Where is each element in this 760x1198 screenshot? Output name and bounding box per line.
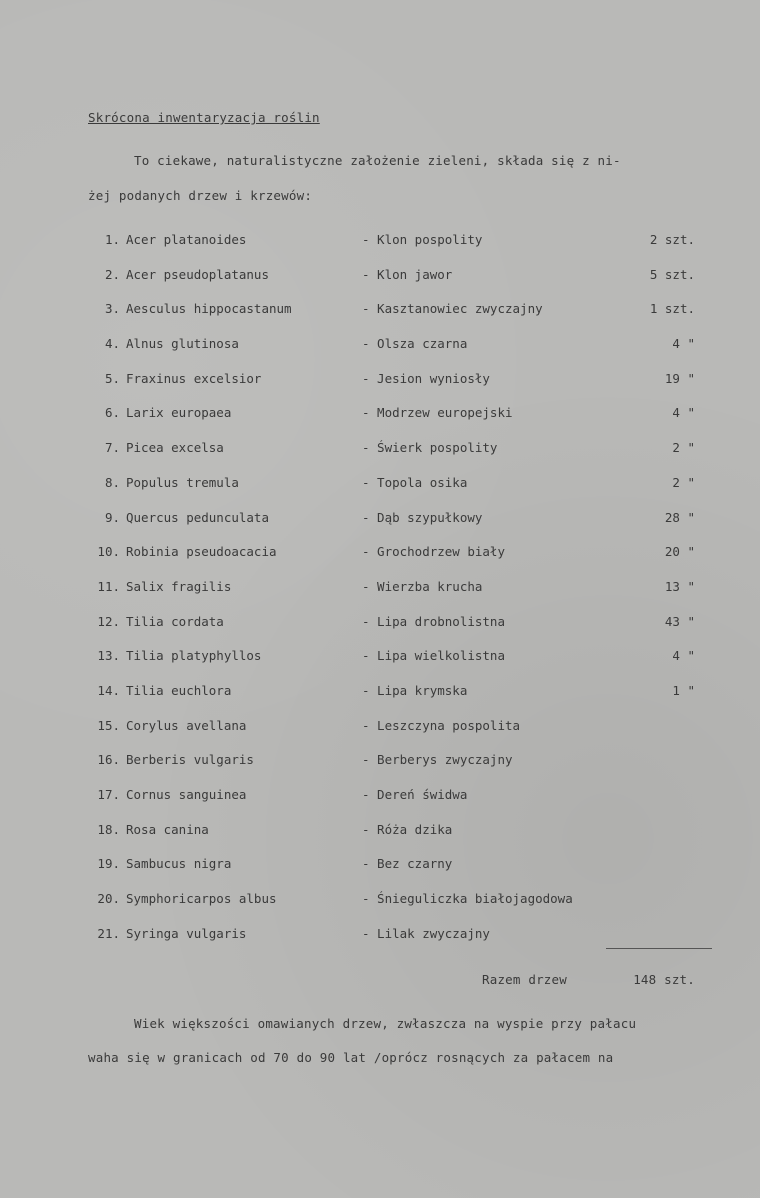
polish-name: - Kasztanowiec zwyczajny xyxy=(362,301,543,317)
intro-line-1: To ciekawe, naturalistyczne założenie zieleni, składa się z ni- xyxy=(134,153,621,168)
plant-number: 3. xyxy=(104,301,120,317)
quantity: 2 szt. xyxy=(649,232,695,247)
latin-name: Tilia cordata xyxy=(126,613,224,629)
polish-name: - Róża dzika xyxy=(362,821,453,837)
quantity: 4 " xyxy=(672,648,695,664)
polish-name: - Klon jawor xyxy=(362,266,453,282)
latin-name: Larix europaea xyxy=(126,405,232,421)
list-item xyxy=(0,648,760,683)
polish-name: - Lipa drobnolistna xyxy=(362,613,505,629)
plant-number: 17. xyxy=(97,787,120,802)
plant-number: 12. xyxy=(97,613,120,629)
polish-name: - Grochodrzew biały xyxy=(362,544,505,560)
list-item xyxy=(0,544,760,579)
closing-line-2: waha się w granicach od 70 do 90 lat /oprócz rosnących za pałacem na xyxy=(88,1050,614,1065)
intro-line-2: żej podanych drzew i krzewów: xyxy=(88,188,313,203)
latin-name: Tilia euchlora xyxy=(126,682,232,698)
list-item xyxy=(0,822,760,857)
list-item xyxy=(0,579,760,614)
polish-name: - Topola osika xyxy=(362,474,468,490)
plant-list xyxy=(0,232,760,960)
quantity: 19 " xyxy=(664,370,695,386)
list-item xyxy=(0,336,760,371)
latin-name: Salix fragilis xyxy=(126,578,232,594)
quantity: 1 szt. xyxy=(649,301,695,317)
polish-name: - Śnieguliczka białojagodowa xyxy=(362,891,573,907)
latin-name: Robinia pseudoacacia xyxy=(126,544,277,560)
list-item xyxy=(0,718,760,753)
plant-number: 14. xyxy=(97,682,120,698)
latin-name: Picea excelsa xyxy=(126,440,224,456)
sum-rule xyxy=(606,948,712,949)
quantity: 4 " xyxy=(672,405,695,421)
plant-number: 1. xyxy=(104,232,120,247)
polish-name: - Dąb szypułkowy xyxy=(362,509,483,525)
plant-number: 19. xyxy=(97,856,120,872)
plant-number: 15. xyxy=(97,717,120,733)
page-title: Skrócona inwentaryzacja roślin xyxy=(88,110,320,125)
total-value: 148 szt. xyxy=(633,972,695,987)
quantity: 20 " xyxy=(664,544,695,560)
plant-number: 4. xyxy=(104,336,120,352)
plant-number: 5. xyxy=(104,370,120,386)
polish-name: - Berberys zwyczajny xyxy=(362,752,513,768)
latin-name: Sambucus nigra xyxy=(126,856,232,872)
list-item xyxy=(0,614,760,649)
latin-name: Berberis vulgaris xyxy=(126,752,254,768)
latin-name: Tilia platyphyllos xyxy=(126,648,262,664)
latin-name: Alnus glutinosa xyxy=(126,336,239,352)
plant-number: 6. xyxy=(104,405,120,421)
list-item xyxy=(0,856,760,891)
latin-name: Acer platanoides xyxy=(126,232,247,247)
polish-name: - Lilak zwyczajny xyxy=(362,925,490,941)
plant-number: 16. xyxy=(97,752,120,768)
latin-name: Quercus pedunculata xyxy=(126,509,269,525)
plant-number: 7. xyxy=(104,440,120,456)
polish-name: - Bez czarny xyxy=(362,856,453,872)
quantity: 2 " xyxy=(672,474,695,490)
latin-name: Cornus sanguinea xyxy=(126,787,247,802)
list-item xyxy=(0,787,760,822)
polish-name: - Świerk pospolity xyxy=(362,440,498,456)
polish-name: - Lipa wielkolistna xyxy=(362,648,505,664)
latin-name: Rosa canina xyxy=(126,821,209,837)
list-item xyxy=(0,440,760,475)
list-item xyxy=(0,891,760,926)
plant-number: 8. xyxy=(104,474,120,490)
latin-name: Symphoricarpos albus xyxy=(126,891,277,907)
polish-name: - Modrzew europejski xyxy=(362,405,513,421)
list-item xyxy=(0,475,760,510)
list-item xyxy=(0,510,760,545)
polish-name: - Dereń świdwa xyxy=(362,787,468,802)
total-label: Razem drzew xyxy=(482,972,567,987)
list-item xyxy=(0,683,760,718)
quantity: 5 szt. xyxy=(649,266,695,282)
plant-number: 2. xyxy=(104,266,120,282)
polish-name: - Lipa krymska xyxy=(362,682,468,698)
plant-number: 21. xyxy=(97,925,120,941)
latin-name: Aesculus hippocastanum xyxy=(126,301,292,317)
plant-number: 9. xyxy=(104,509,120,525)
quantity: 1 " xyxy=(672,682,695,698)
latin-name: Populus tremula xyxy=(126,474,239,490)
latin-name: Acer pseudoplatanus xyxy=(126,266,269,282)
quantity: 4 " xyxy=(672,336,695,352)
latin-name: Corylus avellana xyxy=(126,717,247,733)
list-item xyxy=(0,301,760,336)
closing-line-1: Wiek większości omawianych drzew, zwłaszcza na wyspie przy pałacu xyxy=(134,1016,637,1031)
list-item xyxy=(0,926,760,961)
plant-number: 13. xyxy=(97,648,120,664)
quantity: 13 " xyxy=(664,578,695,594)
list-item xyxy=(0,267,760,302)
list-item xyxy=(0,232,760,267)
list-item xyxy=(0,752,760,787)
polish-name: - Jesion wyniosły xyxy=(362,370,490,386)
plant-number: 20. xyxy=(97,891,120,907)
plant-number: 11. xyxy=(97,578,120,594)
polish-name: - Wierzba krucha xyxy=(362,578,483,594)
list-item xyxy=(0,371,760,406)
plant-number: 10. xyxy=(97,544,120,560)
quantity: 2 " xyxy=(672,440,695,456)
latin-name: Fraxinus excelsior xyxy=(126,370,262,386)
polish-name: - Leszczyna pospolita xyxy=(362,717,521,733)
list-item xyxy=(0,405,760,440)
quantity: 43 " xyxy=(664,613,695,629)
polish-name: - Klon pospolity xyxy=(362,232,483,247)
quantity: 28 " xyxy=(664,509,695,525)
latin-name: Syringa vulgaris xyxy=(126,925,247,941)
plant-number: 18. xyxy=(97,821,120,837)
polish-name: - Olsza czarna xyxy=(362,336,468,352)
